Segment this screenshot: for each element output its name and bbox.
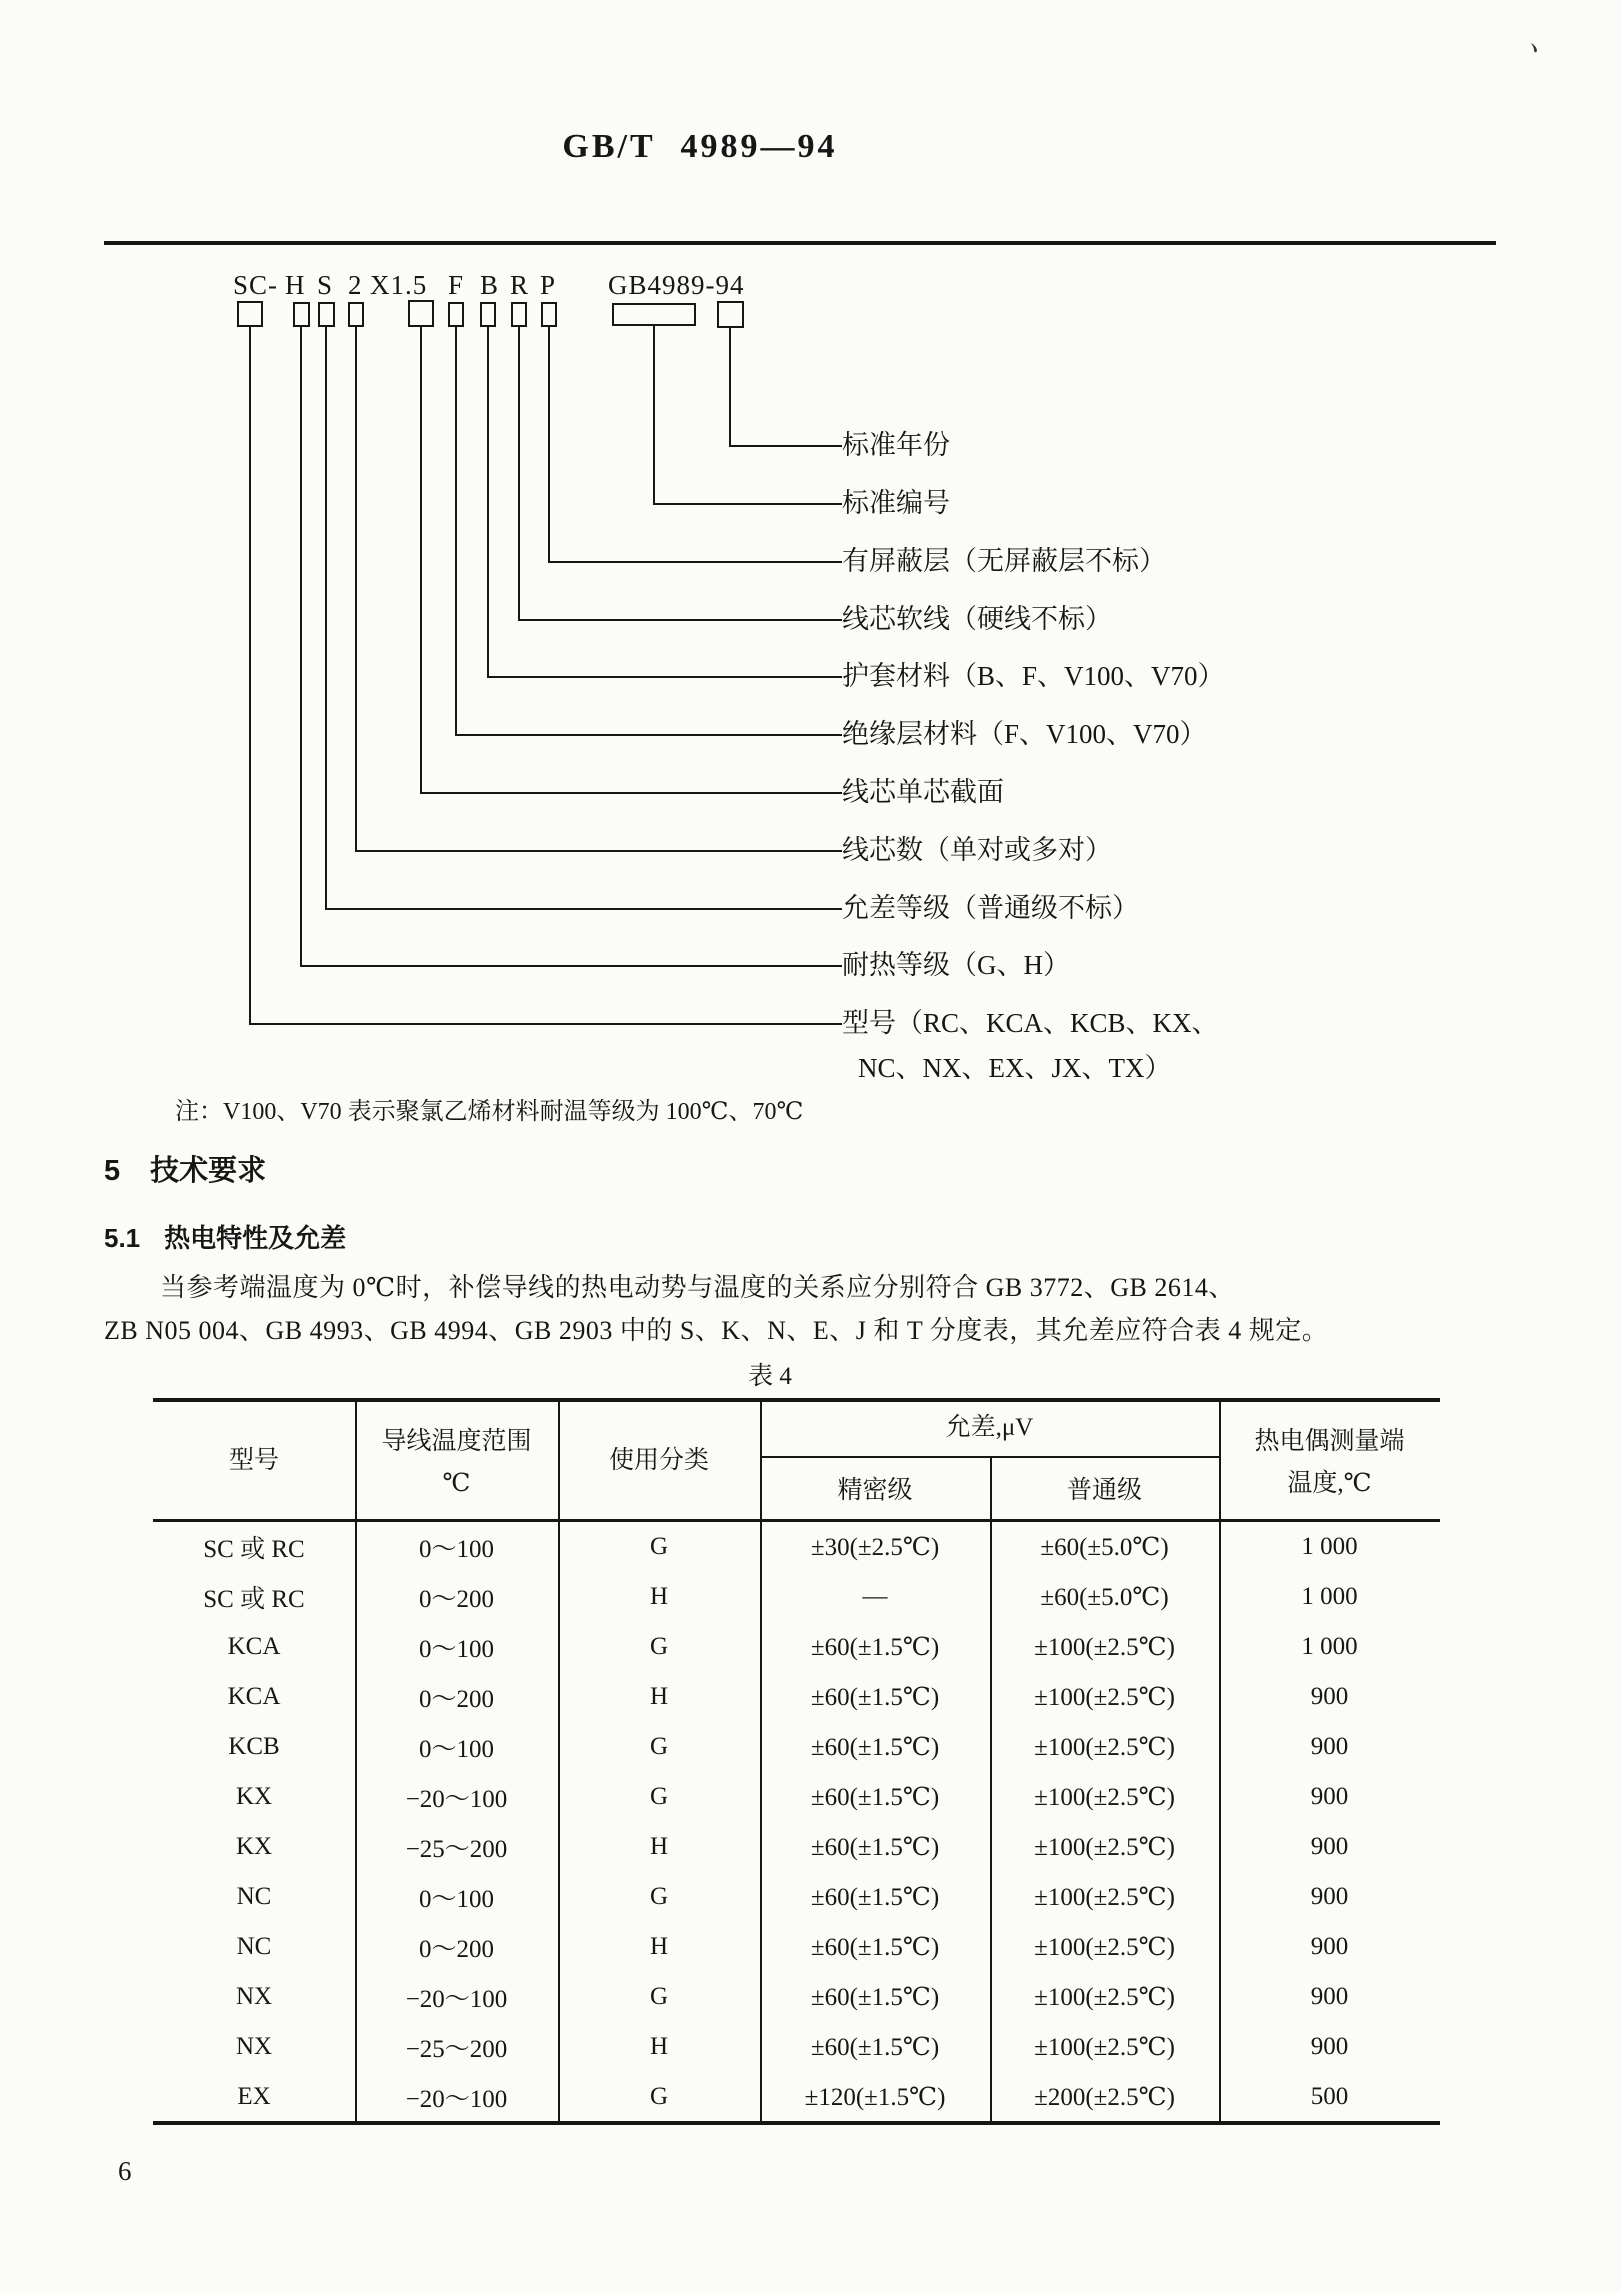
diagram-label-insulation: 绝缘层材料（F、V100、V70） (842, 719, 1207, 749)
table-caption: 表 4 (748, 1363, 792, 1390)
table-cell: −25～200 (405, 1836, 508, 1863)
table-cell: G (649, 1883, 669, 1910)
code-box-standard-number (612, 303, 696, 326)
col-header-tolerance-group: 允差,μV (945, 1414, 1034, 1441)
code-token-section: X1.5 (370, 270, 428, 300)
body-paragraph-line2: ZB N05 004、GB 4993、GB 4994、GB 2903 中的 S、K、N、E、J 和 T 分度表，其允差应符合表 4 规定。 (104, 1316, 1329, 1345)
table-cell: 900 (1310, 1933, 1349, 1960)
table-row (153, 1622, 1440, 1672)
diagram-label-standard-number: 标准编号 (842, 488, 950, 518)
table-cell: ±60(±1.5℃) (810, 1734, 940, 1761)
code-token-sheath: B (480, 270, 500, 300)
table-row (153, 1972, 1440, 2022)
code-box-standard-year (717, 301, 744, 328)
table-row (153, 1522, 1440, 1572)
table-cell: ±60(±5.0℃) (1040, 1584, 1169, 1611)
code-token-tolerance: S (317, 270, 334, 300)
table-cell: NX (235, 1983, 273, 2010)
table-cell: ±60(±1.5℃) (810, 1834, 940, 1861)
table-cell: H (649, 1933, 669, 1960)
col-header-precision-grade: 精密级 (837, 1477, 913, 1504)
table-cell: ±100(±2.5℃) (1034, 1684, 1175, 1711)
body-paragraph-line1: 当参考端温度为 0℃时，补偿导线的热电动势与温度的关系应分别符合 GB 3772、GB 2614、 (160, 1273, 1235, 1302)
table-cell: NC (236, 1883, 272, 1910)
diagram-label-pairs: 线芯数（单对或多对） (842, 835, 1112, 865)
table-cell: ±200(±2.5℃) (1034, 2084, 1175, 2111)
col-header-usage: 使用分类 (608, 1447, 709, 1474)
diagram-label-standard-year: 标准年份 (842, 430, 950, 460)
table-cell: KX (235, 1833, 273, 1860)
table-cell: NX (235, 2033, 273, 2060)
code-token-shield: P (540, 270, 557, 300)
table-cell: ±100(±2.5℃) (1034, 2034, 1175, 2061)
table-row (153, 2072, 1440, 2122)
code-box-insulation (448, 302, 464, 327)
table-cell: 1 000 (1301, 1583, 1358, 1610)
table-cell: ±30(±2.5℃) (810, 1534, 940, 1561)
table-cell: −20～100 (405, 1786, 508, 1813)
table-cell: 900 (1310, 1833, 1349, 1860)
diagram-label-shield: 有屏蔽层（无屏蔽层不标） (842, 546, 1166, 576)
table-cell: KCB (228, 1733, 280, 1760)
table-row (153, 1872, 1440, 1922)
diagram-label-sheath: 护套材料（B、F、V100、V70） (842, 661, 1225, 691)
col-header-junction-line1: 热电偶测量端 (1254, 1428, 1405, 1455)
code-token-insulation: F (448, 270, 465, 300)
table-row (153, 1772, 1440, 1822)
table-cell: 0～100 (418, 1536, 494, 1563)
table-cell: 900 (1310, 1983, 1349, 2010)
diagram-label-tolerance: 允差等级（普通级不标） (842, 893, 1139, 923)
page-number: 6 (118, 2156, 132, 2186)
code-token-type: SC- (233, 270, 279, 300)
col-header-junction-line2: 温度,℃ (1287, 1470, 1372, 1497)
diagram-label-type-line1: 型号（RC、KCA、KCB、KX、 (842, 1008, 1219, 1038)
table-cell: 0～200 (418, 1586, 494, 1613)
col-header-temp-range-line2: ℃ (442, 1470, 471, 1497)
code-box-tolerance (318, 302, 335, 327)
table-cell: ±100(±2.5℃) (1034, 1634, 1175, 1661)
table-cell: G (649, 1733, 669, 1760)
table-cell: G (649, 1633, 669, 1660)
table-cell: ±60(±1.5℃) (810, 1884, 940, 1911)
table-cell: ±60(±1.5℃) (810, 1634, 940, 1661)
section-heading (104, 1148, 266, 1189)
table-row (153, 1822, 1440, 1872)
table-cell: H (649, 1583, 669, 1610)
table-cell: 900 (1310, 2033, 1349, 2060)
table-cell: 0～100 (418, 1886, 494, 1913)
code-box-heat (293, 302, 310, 327)
table-cell: −20～100 (405, 1986, 508, 2013)
table-cell: G (649, 1783, 669, 1810)
table-cell: ±100(±2.5℃) (1034, 1834, 1175, 1861)
code-box-shield (541, 302, 557, 327)
table-row (153, 1722, 1440, 1772)
diagram-label-type-line2: NC、NX、EX、JX、TX） (858, 1053, 1172, 1083)
section-title: 技术要求 (150, 1155, 267, 1187)
table-cell: G (649, 2083, 669, 2110)
table-cell: 0～200 (418, 1936, 494, 1963)
table-top-border (153, 1398, 1440, 1402)
table-cell: ±100(±2.5℃) (1034, 1984, 1175, 2011)
tolerance-table (153, 1398, 1440, 2125)
table-cell: 500 (1310, 2083, 1349, 2110)
table-cell: SC 或 RC (203, 1536, 305, 1563)
diagram-label-flexible: 线芯软线（硬线不标） (842, 604, 1112, 634)
subsection-number: 5.1 (104, 1223, 141, 1253)
col-header-model: 型号 (228, 1447, 279, 1474)
table-cell: H (649, 2033, 669, 2060)
table-cell: ±60(±1.5℃) (810, 1684, 940, 1711)
table-cell: ±100(±2.5℃) (1034, 1784, 1175, 1811)
table-cell: H (649, 1683, 669, 1710)
table-cell: ±60(±1.5℃) (810, 2034, 940, 2061)
table-cell: ±100(±2.5℃) (1034, 1884, 1175, 1911)
table-row (153, 1672, 1440, 1722)
table-row (153, 1922, 1440, 1972)
table-cell: ±100(±2.5℃) (1034, 1934, 1175, 1961)
table-cell: 0～100 (418, 1736, 494, 1763)
table-cell: ±60(±5.0℃) (1040, 1534, 1169, 1561)
table-cell: 900 (1310, 1783, 1349, 1810)
col-header-ordinary-grade: 普通级 (1066, 1477, 1142, 1504)
table-cell: 900 (1310, 1733, 1349, 1760)
table-cell: KCA (227, 1633, 281, 1660)
connector-type (249, 326, 842, 1025)
table-cell: EX (237, 2083, 271, 2110)
subsection-heading (104, 1218, 346, 1255)
code-token-standard: GB4989-94 (608, 270, 745, 300)
table-cell: ±60(±1.5℃) (810, 1784, 940, 1811)
table-cell: −25～200 (405, 2036, 508, 2063)
diagram-label-heat: 耐热等级（G、H） (842, 950, 1070, 980)
code-box-sheath (480, 302, 496, 327)
subsection-title: 热电特性及允差 (164, 1223, 347, 1253)
table-cell: ±60(±1.5℃) (810, 1984, 940, 2011)
table-row (153, 2022, 1440, 2072)
table-cell: KX (235, 1783, 273, 1810)
code-box-flexible (511, 302, 527, 327)
section-number: 5 (104, 1155, 121, 1187)
table-cell: 900 (1310, 1883, 1349, 1910)
code-box-type (237, 301, 263, 327)
table-cell: −20～100 (405, 2086, 508, 2113)
code-box-pairs (348, 302, 364, 327)
table-cell: G (649, 1983, 669, 2010)
table-cell: 0～100 (418, 1636, 494, 1663)
diagram-label-section: 线芯单芯截面 (842, 777, 1004, 807)
table-cell: G (649, 1533, 669, 1560)
code-token-heat: H (285, 270, 306, 300)
table-cell: 1 000 (1301, 1633, 1358, 1660)
table-cell: 0～200 (418, 1686, 494, 1713)
table-cell: NC (236, 1933, 272, 1960)
code-token-flexible: R (510, 270, 530, 300)
table-cell: SC 或 RC (203, 1586, 305, 1613)
table-cell: — (862, 1583, 888, 1610)
table-cell: ±60(±1.5℃) (810, 1934, 940, 1961)
document-header-title: GB/T 4989—94 (562, 128, 838, 165)
header-rule (104, 241, 1496, 245)
table-cell: ±100(±2.5℃) (1034, 1734, 1175, 1761)
table-cell: H (649, 1833, 669, 1860)
diagram-note: 注：V100、V70 表示聚氯乙烯材料耐温等级为 100℃、70℃ (175, 1099, 804, 1125)
scan-tick-mark: 、 (1526, 23, 1566, 64)
code-box-section (408, 300, 434, 327)
table-row (153, 1572, 1440, 1622)
code-token-pairs: 2 (348, 270, 363, 300)
table-cell: 900 (1310, 1683, 1349, 1710)
table-cell: KCA (227, 1683, 281, 1710)
col-header-temp-range-line1: 导线温度范围 (381, 1428, 532, 1455)
table-cell: 1 000 (1301, 1533, 1358, 1560)
table-cell: ±120(±1.5℃) (804, 2084, 946, 2111)
